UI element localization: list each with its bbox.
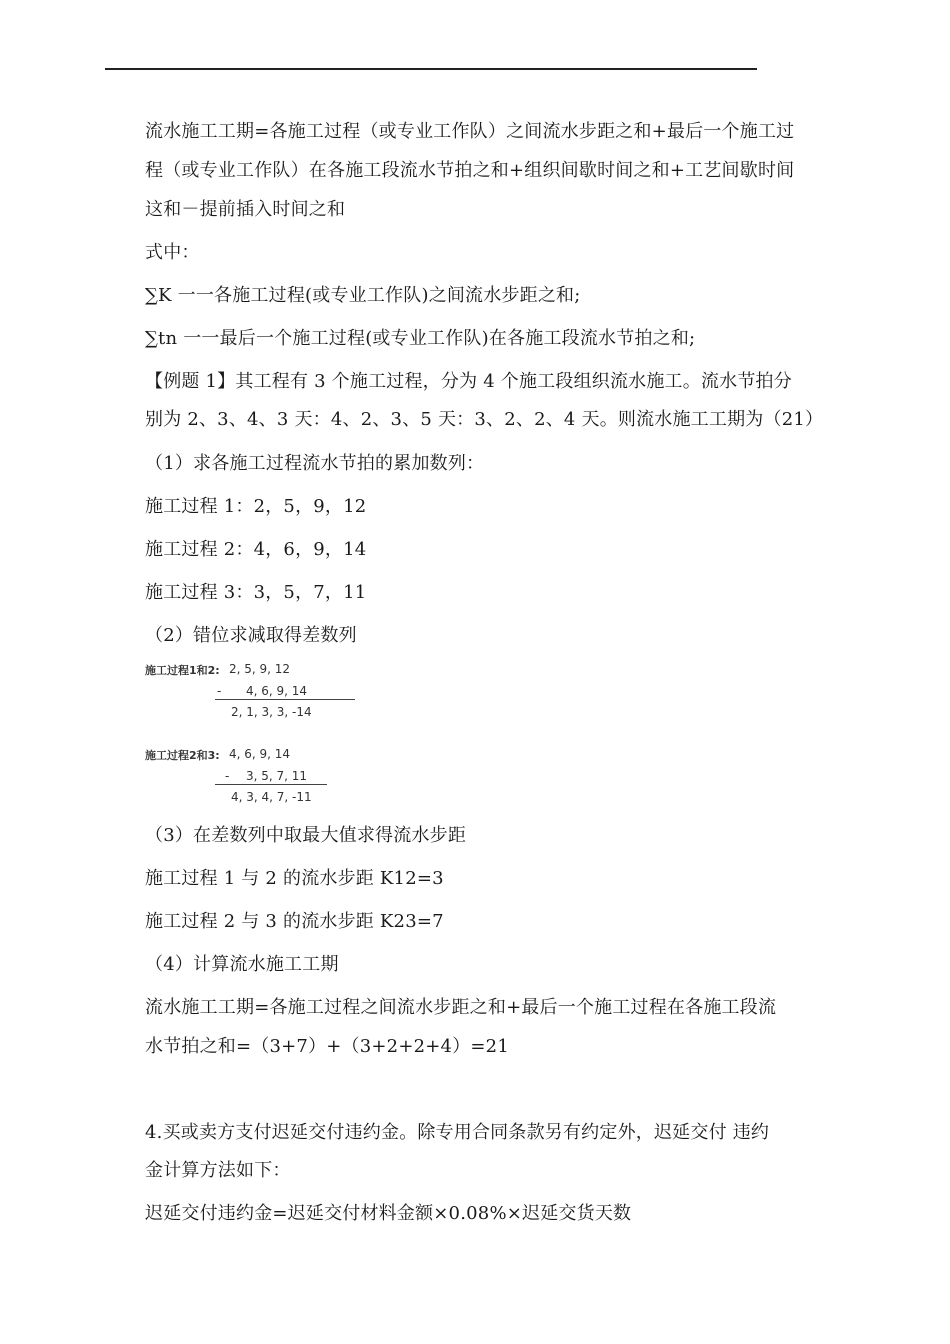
calc-block-1-row-1: 2, 5, 9, 12 [229, 662, 291, 676]
calc-block-2-row-2: 3, 5, 7, 11 [246, 769, 308, 783]
step-k12: 施工过程 1 与 2 的流水步距 K12=3 [145, 868, 444, 889]
calc-block-2-result: 4, 3, 4, 7, -11 [231, 790, 312, 804]
step-k23: 施工过程 2 与 3 的流水步距 K23=7 [145, 911, 444, 932]
calc-block-1-label: 施工过程1和2: [145, 664, 220, 677]
process-1-sequence: 施工过程 1：2，5，9，12 [145, 496, 367, 517]
calc-block-1-row-2: 4, 6, 9, 14 [246, 684, 308, 698]
calc-block-1-result: 2, 1, 3, 3, -14 [231, 705, 312, 719]
intro-line-1: 流水施工工期=各施工过程（或专业工作队）之间流水步距之和+最后一个施工过 [145, 121, 795, 142]
step-2-heading: （2）错位求减取得差数列 [145, 625, 357, 646]
example-line-2: 别为 2、3、4、3 天：4、2、3、5 天：3、2、2、4 天。则流水施工工期为（21） [145, 409, 824, 430]
sum-k-definition: ∑K 一一各施工过程(或专业工作队)之间流水步距之和; [145, 285, 581, 306]
step-4-heading: （4）计算流水施工工期 [145, 954, 339, 975]
difference-calculation-figure [145, 660, 375, 810]
result-line-2: 水节拍之和=（3+7）+（3+2+2+4）=21 [145, 1036, 509, 1057]
process-2-sequence: 施工过程 2：4，6，9，14 [145, 539, 367, 560]
intro-line-2: 程（或专业工作队）在各施工段流水节拍之和+组织间歇时间之和+工艺间歇时间 [145, 160, 795, 181]
result-line-1: 流水施工工期=各施工过程之间流水步距之和+最后一个施工过程在各施工段流 [145, 997, 777, 1018]
calc-block-2-underline [215, 784, 327, 785]
sum-tn-definition: ∑tn 一一最后一个施工过程(或专业工作队)在各施工段流水节拍之和; [145, 328, 696, 349]
calc-block-2-label: 施工过程2和3: [145, 749, 220, 762]
process-3-sequence: 施工过程 3：3，5，7，11 [145, 582, 367, 603]
step-3-heading: （3）在差数列中取最大值求得流水步距 [145, 825, 467, 846]
example-line-1: 【例题 1】其工程有 3 个施工过程，分为 4 个施工段组织流水施工。流水节拍分 [145, 371, 792, 392]
penalty-line-1: 4.买或卖方支付迟延交付违约金。除专用合同条款另有约定外，迟延交付 违约 [145, 1122, 770, 1143]
step-1-heading: （1）求各施工过程流水节拍的累加数列： [145, 453, 485, 474]
calc-block-2-row-1: 4, 6, 9, 14 [229, 747, 291, 761]
calc-block-1-minus: - [217, 684, 222, 698]
intro-line-3: 这和－提前插入时间之和 [145, 199, 346, 220]
penalty-line-2: 金计算方法如下： [145, 1160, 291, 1181]
calc-block-2-minus: - [225, 769, 230, 783]
calc-block-1-underline [215, 699, 355, 700]
penalty-formula: 迟延交付违约金=迟延交付材料金额×0.08%×迟延交货天数 [145, 1203, 632, 1224]
header-rule [105, 68, 757, 70]
formula-label: 式中： [145, 242, 200, 263]
